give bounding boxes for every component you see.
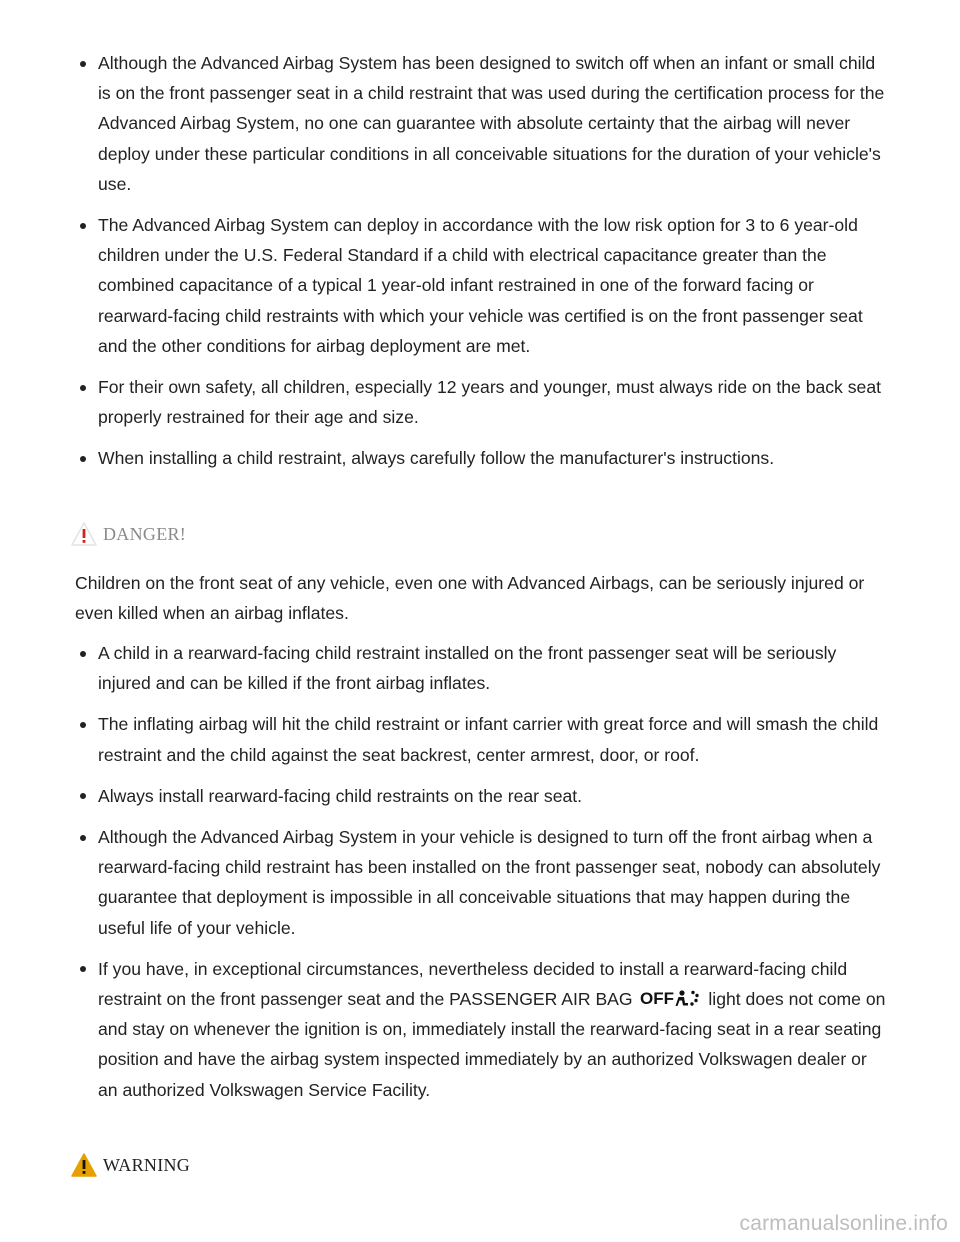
list-item [0,210,960,361]
list-item-text: The Advanced Airbag System can deploy in accordance with the low risk option for 3 to 6 year-old children under the U.S. Federal Standard if a child with electrical capacitance greater than the combined capacitance of a typical 1 year-old infant restrained in one of the forward facing or rearward-facing child restraints with which your vehicle was certified is on the front passenger seat and the other conditions for airbag deployment are met. [98,215,863,356]
bullet-icon [80,61,86,67]
list-item [0,48,960,199]
warning-title: WARNING [103,1154,191,1175]
list-item [0,372,960,432]
list-item [0,638,960,698]
list-item-text: The inflating airbag will hit the child restraint or infant carrier with great force and will smash the child restraint and the child against the seat backrest, center armrest, door, or roof. [98,714,879,765]
list-item-text: If you have, in exceptional circumstances, nevertheless decided to install a rearward-facing child restraint on the front passenger seat and the PASSENGER AIR BAG [98,958,848,1010]
passenger-airbag-off-icon [640,988,702,1008]
list-item-text: A child in a rearward-facing child restraint installed on the front passenger seat will be seriously injured and can be killed if the front airbag inflates. [98,643,837,694]
bullet-icon [80,223,86,229]
list-item-text: Always install rearward-facing child restraints on the rear seat. [98,785,583,806]
bullet-icon [80,793,86,799]
list-item-text: When installing a child restraint, always carefully follow the manufacturer's instructions. [98,448,775,469]
list-item [0,709,960,769]
bullet-icon [80,722,86,728]
list-item-text: light does not come on and stay on whenever the ignition is on, immediately install the rearward-facing seat in a rear seating position and have the airbag system inspected immediately by an authorized Volkswagen dealer or an authorized Volkswagen Service Facility. [98,989,886,1100]
list-item [0,822,960,943]
warning-heading [70,1150,190,1180]
list-item-text: Although the Advanced Airbag System has been designed to switch off when an infant or small child is on the front passenger seat in a child restraint that was used during the certification process for the Advanced Airbag System, no one can guarantee with absolute certainty that the airbag will never deploy under these particular conditions in all conceivable situations for the duration of your vehicle's use. [98,53,885,194]
warning-triangle-icon [70,521,98,547]
list-item [0,954,960,1105]
bullet-icon [80,651,86,657]
list-item-text: For their own safety, all children, especially 12 years and younger, must always ride on the back seat properly restrained for their age and size. [98,377,881,428]
danger-bullet-list [0,638,960,1116]
warning-triangle-icon [70,1152,98,1178]
top-bullet-list [0,48,960,485]
watermark-text: carmanualsonline.info [739,1212,948,1235]
bullet-icon [80,835,86,841]
danger-title: DANGER! [103,523,187,544]
list-item [0,443,960,473]
danger-heading [70,519,186,549]
off-icon-label: OFF [639,989,674,1009]
bullet-icon [80,966,86,972]
list-item [0,781,960,811]
list-item-text: Although the Advanced Airbag System in your vehicle is designed to turn off the front airbag when a rearward-facing child restraint has been installed on the front passenger seat, nobody can absolutely guarantee that deployment is impossible in all conceivable situations that may happen during the useful life of your vehicle. [98,827,881,938]
danger-paragraph: Children on the front seat of any vehicle, even one with Advanced Airbags, can be seriously injured or even killed when an airbag inflates. [75,573,865,624]
bullet-icon [80,385,86,391]
bullet-icon [80,456,86,462]
